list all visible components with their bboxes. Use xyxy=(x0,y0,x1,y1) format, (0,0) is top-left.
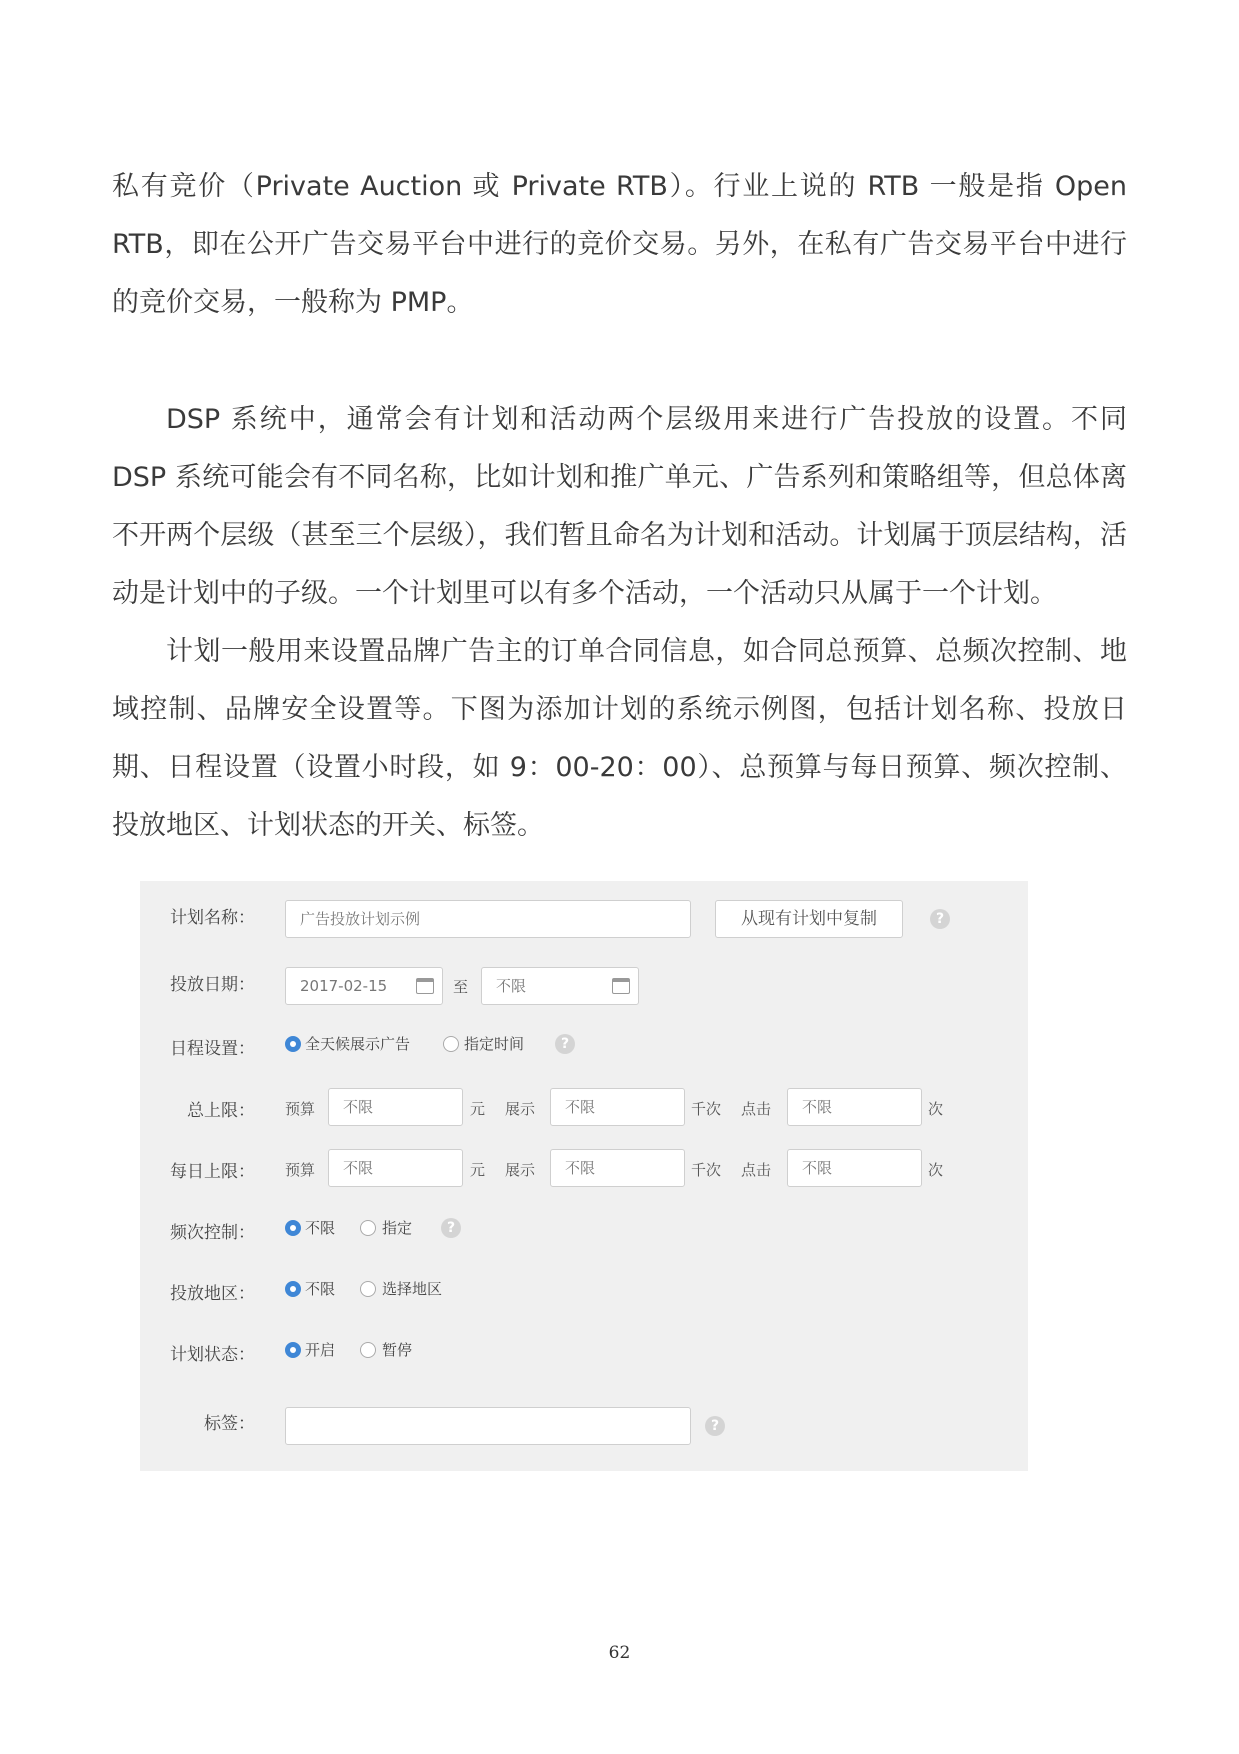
region-unlimited-radio[interactable] xyxy=(285,1281,301,1297)
plan-name-label: 计划名称： xyxy=(170,908,255,928)
help-icon[interactable]: ? xyxy=(705,1416,725,1436)
paragraph-text: DSP 系统中，通常会有计划和活动两个层级用来进行广告投放的设置。不同 DSP 系统可能会有不同名称，比如计划和推广单元、广告系列和策略组等，但总体离不开两个层级（甚至三个层级），我们暂且命名为计划和活动。计划属于顶层结构，活动是计划中的子级。一个计划里可以有多个活动，一个活动只从属于一个计划。 xyxy=(112,404,1127,609)
paragraph-text: 私有竞价（Private Auction 或 Private RTB）。行业上说的 RTB 一般是指 Open RTB，即在公开广告交易平台中进行的竞价交易。另外，在私有广告交易平台中进行的竞价交易，一般称为 PMP。 xyxy=(112,171,1127,318)
total-budget-unit: 元 xyxy=(470,1100,486,1118)
status-pause-radio[interactable] xyxy=(360,1342,376,1358)
calendar-icon[interactable] xyxy=(416,978,434,994)
daily-impression-label: 展示 xyxy=(505,1161,536,1179)
frequency-unlimited-radio[interactable] xyxy=(285,1220,301,1236)
plan-name-input[interactable]: 广告投放计划示例 xyxy=(285,900,691,938)
status-label: 计划状态： xyxy=(170,1345,255,1365)
total-budget-input[interactable]: 不限 xyxy=(328,1088,463,1126)
tags-input[interactable] xyxy=(285,1407,691,1445)
paragraph-text: 计划一般用来设置品牌广告主的订单合同信息，如合同总预算、总频次控制、地域控制、品牌安全设置等。下图为添加计划的系统示例图，包括计划名称、投放日期、日程设置（设置小时段，如 9：00-20：00）、总预算与每日预算、频次控制、投放地区、计划状态的开关、标签。 xyxy=(112,636,1127,841)
help-icon[interactable]: ? xyxy=(930,909,950,929)
daily-click-input[interactable]: 不限 xyxy=(787,1149,922,1187)
frequency-specified-radio[interactable] xyxy=(360,1220,376,1236)
total-click-input[interactable]: 不限 xyxy=(787,1088,922,1126)
daily-impression-input[interactable]: 不限 xyxy=(550,1149,685,1187)
calendar-icon[interactable] xyxy=(612,978,630,994)
end-date-input[interactable]: 不限 xyxy=(481,967,639,1005)
daily-impression-unit: 千次 xyxy=(691,1161,722,1179)
help-icon[interactable]: ? xyxy=(555,1034,575,1054)
total-impression-label: 展示 xyxy=(505,1100,536,1118)
total-click-unit: 次 xyxy=(928,1100,944,1118)
total-limit-label: 总上限： xyxy=(187,1101,255,1121)
plan-form-figure xyxy=(140,881,1028,1471)
copy-plan-button[interactable]: 从现有计划中复制 xyxy=(715,900,903,938)
region-select-radio[interactable] xyxy=(360,1281,376,1297)
help-icon[interactable]: ? xyxy=(441,1218,461,1238)
schedule-custom-radio[interactable] xyxy=(443,1036,459,1052)
date-separator: 至 xyxy=(453,978,469,996)
schedule-label: 日程设置： xyxy=(170,1039,255,1059)
region-label: 投放地区： xyxy=(170,1284,255,1304)
schedule-all-day-option: 全天候展示广告 xyxy=(305,1035,411,1053)
start-date-input[interactable]: 2017-02-15 xyxy=(285,967,443,1005)
schedule-custom-option: 指定时间 xyxy=(464,1035,525,1053)
daily-budget-input[interactable]: 不限 xyxy=(328,1149,463,1187)
schedule-all-day-radio[interactable] xyxy=(285,1036,301,1052)
paragraph-group xyxy=(112,391,1127,855)
frequency-specified-option: 指定 xyxy=(382,1219,413,1237)
frequency-label: 频次控制： xyxy=(170,1223,255,1243)
page-number: 62 xyxy=(608,1643,631,1663)
status-on-option: 开启 xyxy=(305,1341,336,1359)
daily-click-unit: 次 xyxy=(928,1161,944,1179)
total-budget-label: 预算 xyxy=(285,1100,316,1118)
daily-click-label: 点击 xyxy=(741,1161,772,1179)
daily-budget-label: 预算 xyxy=(285,1161,316,1179)
daily-budget-unit: 元 xyxy=(470,1161,486,1179)
dates-label: 投放日期： xyxy=(170,975,255,995)
total-impression-input[interactable]: 不限 xyxy=(550,1088,685,1126)
frequency-unlimited-option: 不限 xyxy=(305,1219,336,1237)
paragraph-1 xyxy=(112,158,1127,332)
region-select-option: 选择地区 xyxy=(382,1280,443,1298)
status-on-radio[interactable] xyxy=(285,1342,301,1358)
total-impression-unit: 千次 xyxy=(691,1100,722,1118)
total-click-label: 点击 xyxy=(741,1100,772,1118)
tags-label: 标签： xyxy=(204,1414,255,1434)
region-unlimited-option: 不限 xyxy=(305,1280,336,1298)
status-pause-option: 暂停 xyxy=(382,1341,413,1359)
daily-limit-label: 每日上限： xyxy=(170,1162,255,1182)
